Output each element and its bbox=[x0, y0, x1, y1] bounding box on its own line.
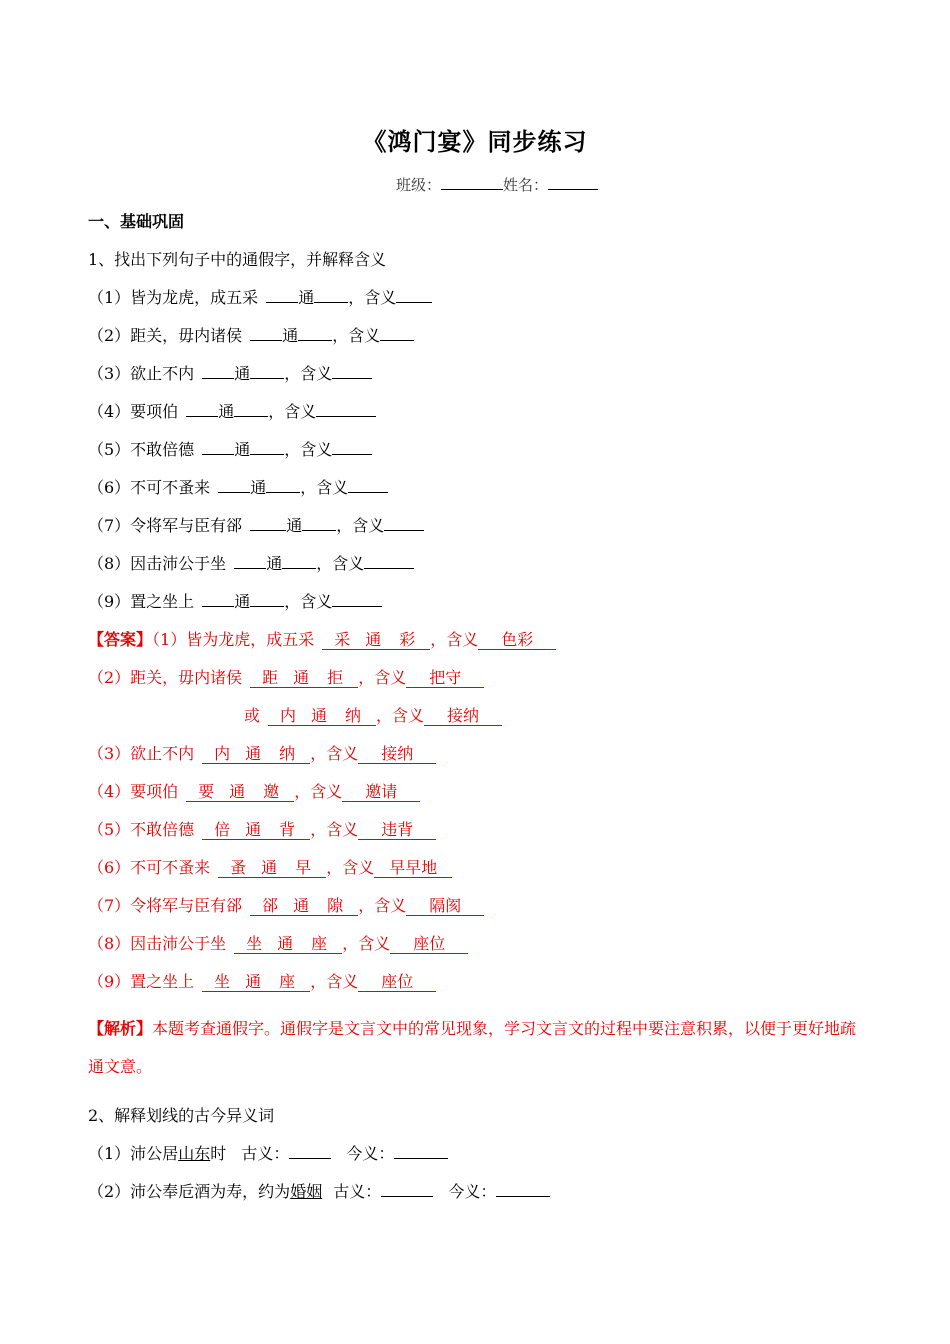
tong-label: 通 bbox=[242, 973, 264, 992]
item-text: （6）不可不蚤来 bbox=[88, 478, 211, 497]
item-text: （5）不敢倍德 bbox=[88, 440, 195, 459]
original-char-blank[interactable] bbox=[250, 326, 282, 341]
replacement-char-blank[interactable] bbox=[266, 478, 300, 493]
meaning-label: ，含义 bbox=[310, 972, 359, 991]
tong-label: 通 bbox=[234, 364, 251, 383]
replacement-char-blank[interactable] bbox=[282, 554, 316, 569]
replacement-char-blank[interactable] bbox=[298, 326, 332, 341]
question-1-item bbox=[88, 326, 414, 346]
ancient-label: 古义： bbox=[241, 1144, 290, 1163]
answer-original-char: 内 bbox=[202, 745, 242, 764]
tong-label: 通 bbox=[362, 631, 384, 650]
answer-text: （8）因击沛公于坐 bbox=[88, 934, 227, 953]
answer-original-char: 要 bbox=[186, 783, 226, 802]
meaning-blank[interactable] bbox=[316, 402, 376, 417]
question-1-item bbox=[88, 592, 382, 612]
answer-meaning: 色彩 bbox=[478, 631, 556, 650]
meaning-blank[interactable] bbox=[348, 478, 388, 493]
meaning-label: ，含义 bbox=[358, 896, 407, 915]
tong-label: 通 bbox=[286, 516, 303, 535]
item-text: （8）因击沛公于坐 bbox=[88, 554, 227, 573]
name-blank[interactable] bbox=[548, 175, 598, 190]
answer-item bbox=[88, 896, 484, 916]
answer-item bbox=[88, 934, 468, 954]
analysis-block bbox=[88, 1010, 868, 1086]
answer-item bbox=[88, 858, 452, 878]
original-char-blank[interactable] bbox=[202, 592, 234, 607]
answer-item bbox=[88, 744, 436, 764]
question-1-item bbox=[88, 440, 372, 460]
tong-label: 通 bbox=[274, 935, 296, 954]
modern-blank[interactable] bbox=[496, 1182, 550, 1197]
answer-original-char: 内 bbox=[268, 707, 308, 726]
page-title: 《鸿门宴》同步练习 bbox=[362, 127, 588, 156]
meaning-label: ，含义 bbox=[268, 402, 317, 421]
q2-item2-pre: （2）沛公奉卮酒为寿，约为 bbox=[88, 1182, 291, 1201]
replacement-char-blank[interactable] bbox=[250, 440, 284, 455]
tong-label: 通 bbox=[226, 783, 248, 802]
meaning-label: ，含义 bbox=[326, 858, 375, 877]
meaning-label: ，含义 bbox=[342, 934, 391, 953]
modern-blank[interactable] bbox=[394, 1144, 448, 1159]
class-name-line bbox=[396, 174, 598, 195]
answer-meaning: 早早地 bbox=[374, 859, 452, 878]
tong-label: 通 bbox=[258, 859, 280, 878]
tong-label: 通 bbox=[242, 745, 264, 764]
answer-replacement-char: 座 bbox=[264, 973, 310, 992]
name-label: 姓名： bbox=[503, 176, 549, 194]
answer-original-char: 采 bbox=[322, 631, 362, 650]
question-1-item bbox=[88, 516, 424, 536]
q2-item1-underlined: 山东 bbox=[178, 1144, 211, 1163]
replacement-char-blank[interactable] bbox=[314, 288, 348, 303]
question-1-item bbox=[88, 554, 414, 574]
question-1-item bbox=[88, 288, 432, 308]
answer-replacement-char: 纳 bbox=[264, 745, 310, 764]
original-char-blank[interactable] bbox=[266, 288, 298, 303]
answer-replacement-char: 彩 bbox=[384, 631, 430, 650]
answer-meaning: 接纳 bbox=[424, 707, 502, 726]
answer-text: （5）不敢倍德 bbox=[88, 820, 195, 839]
answer-original-char: 距 bbox=[250, 669, 290, 688]
answer-original-char: 郤 bbox=[250, 897, 290, 916]
answer-item bbox=[88, 630, 556, 650]
answer-text: （9）置之坐上 bbox=[88, 972, 195, 991]
tong-label: 通 bbox=[308, 707, 330, 726]
original-char-blank[interactable] bbox=[186, 402, 218, 417]
answer-item bbox=[88, 782, 420, 802]
answer-replacement-char: 背 bbox=[264, 821, 310, 840]
answer-original-char: 倍 bbox=[202, 821, 242, 840]
meaning-label: ，含义 bbox=[310, 744, 359, 763]
tong-label: 通 bbox=[242, 821, 264, 840]
item-text: （7）令将军与臣有郤 bbox=[88, 516, 243, 535]
tong-label: 通 bbox=[290, 897, 312, 916]
answer-replacement-char: 邀 bbox=[248, 783, 294, 802]
meaning-label: ，含义 bbox=[310, 820, 359, 839]
answer-item bbox=[88, 668, 484, 688]
answer-original-char: 蚤 bbox=[218, 859, 258, 878]
question-1-prompt: 1、找出下列句子中的通假字，并解释含义 bbox=[88, 250, 387, 269]
item-text: （3）欲止不内 bbox=[88, 364, 195, 383]
answer-meaning: 接纳 bbox=[358, 745, 436, 764]
item-text: （4）要项伯 bbox=[88, 402, 179, 421]
answer-text: （6）不可不蚤来 bbox=[88, 858, 211, 877]
class-blank[interactable] bbox=[441, 175, 503, 190]
ancient-label: 古义： bbox=[333, 1182, 382, 1201]
replacement-char-blank[interactable] bbox=[250, 592, 284, 607]
tong-label: 通 bbox=[290, 669, 312, 688]
tong-label: 通 bbox=[266, 554, 283, 573]
answer-replacement-char: 隙 bbox=[312, 897, 358, 916]
item-text: （1）皆为龙虎，成五采 bbox=[88, 288, 259, 307]
meaning-blank[interactable] bbox=[332, 440, 372, 455]
answer-meaning: 违背 bbox=[358, 821, 436, 840]
answer-replacement-char: 早 bbox=[280, 859, 326, 878]
meaning-label: ，含义 bbox=[430, 630, 479, 649]
answer-meaning: 座位 bbox=[358, 973, 436, 992]
meaning-label: ，含义 bbox=[294, 782, 343, 801]
tong-label: 通 bbox=[234, 592, 251, 611]
meaning-label: ，含义 bbox=[358, 668, 407, 687]
answer-tag: 【答案】 bbox=[88, 630, 153, 649]
meaning-blank[interactable] bbox=[396, 288, 432, 303]
original-char-blank[interactable] bbox=[202, 440, 234, 455]
replacement-char-blank[interactable] bbox=[302, 516, 336, 531]
meaning-label: ，含义 bbox=[284, 364, 333, 383]
q2-item1-pre: （1）沛公居 bbox=[88, 1144, 179, 1163]
meaning-blank[interactable] bbox=[332, 592, 382, 607]
original-char-blank[interactable] bbox=[234, 554, 266, 569]
meaning-blank[interactable] bbox=[380, 326, 414, 341]
meaning-blank[interactable] bbox=[384, 516, 424, 531]
analysis-tag: 【解析】 bbox=[88, 1019, 153, 1038]
answer-text: （4）要项伯 bbox=[88, 782, 179, 801]
answer-meaning: 邀请 bbox=[342, 783, 420, 802]
original-char-blank[interactable] bbox=[202, 364, 234, 379]
meaning-label: ，含义 bbox=[284, 592, 333, 611]
modern-label: 今义： bbox=[448, 1182, 497, 1201]
answer-meaning: 座位 bbox=[390, 935, 468, 954]
meaning-label: ，含义 bbox=[332, 326, 381, 345]
ancient-blank[interactable] bbox=[381, 1182, 433, 1197]
item-text: （2）距关，毋内诸侯 bbox=[88, 326, 243, 345]
or-label: 或 bbox=[244, 706, 261, 725]
question-2-item-1 bbox=[88, 1144, 448, 1164]
ancient-blank[interactable] bbox=[289, 1144, 331, 1159]
tong-label: 通 bbox=[298, 288, 315, 307]
answer-replacement-char: 座 bbox=[296, 935, 342, 954]
answer-text: （1）皆为龙虎，成五采 bbox=[152, 630, 315, 649]
original-char-blank[interactable] bbox=[218, 478, 250, 493]
meaning-blank[interactable] bbox=[332, 364, 372, 379]
meaning-label: ，含义 bbox=[284, 440, 333, 459]
question-1-item bbox=[88, 364, 372, 384]
meaning-label: ，含义 bbox=[376, 706, 425, 725]
meaning-label: ，含义 bbox=[348, 288, 397, 307]
replacement-char-blank[interactable] bbox=[234, 402, 268, 417]
answer-text: （3）欲止不内 bbox=[88, 744, 195, 763]
tong-label: 通 bbox=[250, 478, 267, 497]
question-2-item-2 bbox=[88, 1182, 550, 1202]
answer-original-char: 坐 bbox=[234, 935, 274, 954]
meaning-label: ，含义 bbox=[316, 554, 365, 573]
answer-replacement-char: 拒 bbox=[312, 669, 358, 688]
question-1-item bbox=[88, 402, 376, 422]
answer-item bbox=[88, 820, 436, 840]
tong-label: 通 bbox=[234, 440, 251, 459]
meaning-blank[interactable] bbox=[364, 554, 414, 569]
replacement-char-blank[interactable] bbox=[250, 364, 284, 379]
question-2-prompt: 2、解释划线的古今异义词 bbox=[88, 1106, 275, 1125]
analysis-text: 本题考查通假字。通假字是文言文中的常见现象，学习文言文的过程中要注意积累，以便于更好地疏通文意。 bbox=[88, 1019, 857, 1076]
meaning-label: ，含义 bbox=[300, 478, 349, 497]
answer-meaning: 把守 bbox=[406, 669, 484, 688]
original-char-blank[interactable] bbox=[250, 516, 286, 531]
tong-label: 通 bbox=[218, 402, 235, 421]
tong-label: 通 bbox=[282, 326, 299, 345]
q2-item2-underlined: 婚姻 bbox=[290, 1182, 323, 1201]
q2-item1-post: 时 bbox=[210, 1144, 227, 1163]
question-1-item bbox=[88, 478, 388, 498]
answer-item bbox=[88, 972, 436, 992]
answer-text: （7）令将军与臣有郤 bbox=[88, 896, 243, 915]
item-text: （9）置之坐上 bbox=[88, 592, 195, 611]
modern-label: 今义： bbox=[346, 1144, 395, 1163]
answer-item bbox=[88, 706, 502, 726]
answer-text: （2）距关，毋内诸侯 bbox=[88, 668, 243, 687]
answer-replacement-char: 纳 bbox=[330, 707, 376, 726]
meaning-label: ，含义 bbox=[336, 516, 385, 535]
class-label: 班级： bbox=[396, 176, 442, 194]
answer-original-char: 坐 bbox=[202, 973, 242, 992]
answer-meaning: 隔阂 bbox=[406, 897, 484, 916]
section-heading: 一、基础巩固 bbox=[88, 212, 185, 231]
